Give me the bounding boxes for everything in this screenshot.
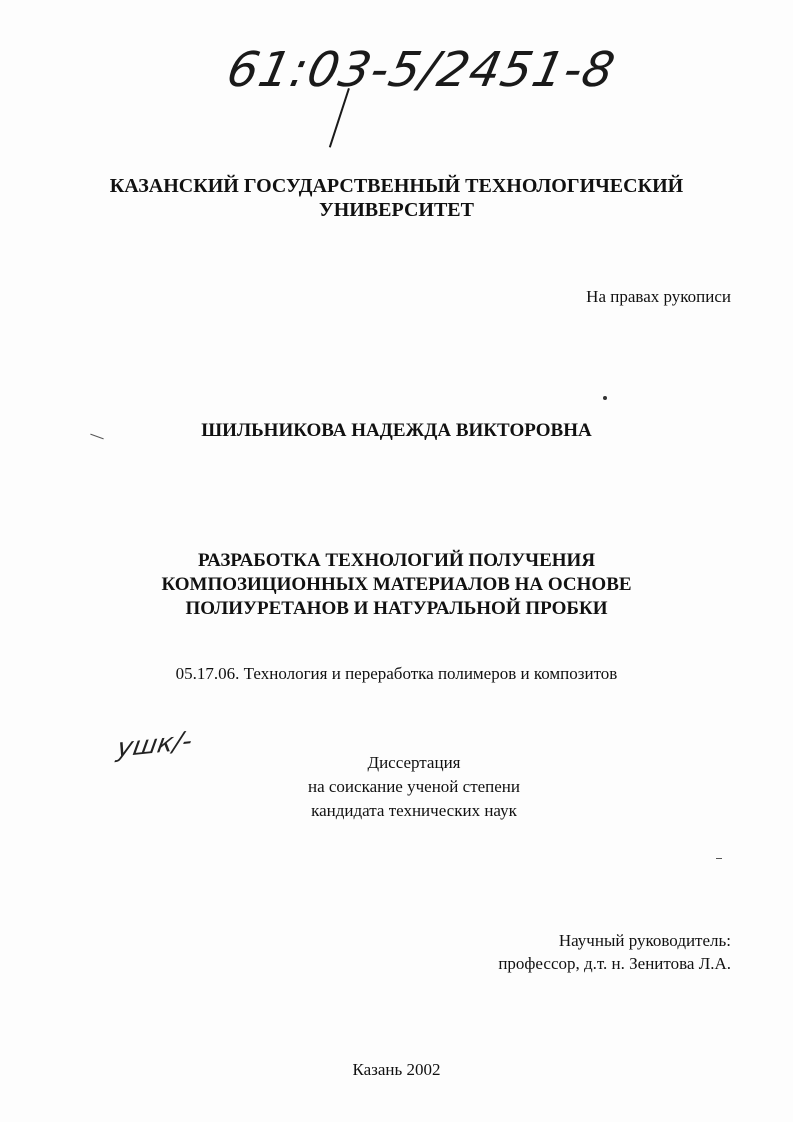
archive-number-handwritten: 61:03-5/2451-8 <box>222 42 621 98</box>
scan-mark <box>716 858 722 859</box>
title-line-2: КОМПОЗИЦИОННЫХ МАТЕРИАЛОВ НА ОСНОВЕ <box>161 574 632 595</box>
university-line-2: УНИВЕРСИТЕТ <box>319 199 474 221</box>
handwritten-mark: ушк/- <box>114 726 195 764</box>
title-line-3: ПОЛИУРЕТАНОВ И НАТУРАЛЬНОЙ ПРОБКИ <box>185 598 608 619</box>
rights-note: На правах рукописи <box>586 287 731 306</box>
title-line-1: РАЗРАБОТКА ТЕХНОЛОГИЙ ПОЛУЧЕНИЯ <box>197 550 596 571</box>
supervisor-block <box>498 929 731 975</box>
specialty-code: 05.17.06. Технология и переработка полимеров и композитов <box>175 664 618 683</box>
city-year: Казань 2002 <box>352 1060 441 1079</box>
dissertation-title <box>0 549 793 621</box>
dissertation-degree <box>0 751 793 823</box>
scan-speck <box>603 396 607 400</box>
university-name <box>0 174 793 222</box>
degree-line-2: на соискание ученой степени <box>307 777 521 796</box>
degree-line-1: Диссертация <box>367 753 461 772</box>
degree-line-3: кандидата технических наук <box>311 801 517 820</box>
supervisor-label: Научный руководитель: <box>558 931 731 950</box>
university-line-1: КАЗАНСКИЙ ГОСУДАРСТВЕННЫЙ ТЕХНОЛОГИЧЕСКИЙ <box>109 175 684 197</box>
author-name: ШИЛЬНИКОВА НАДЕЖДА ВИКТОРОВНА <box>201 420 592 441</box>
supervisor-name: профессор, д.т. н. Зенитова Л.А. <box>498 954 731 973</box>
